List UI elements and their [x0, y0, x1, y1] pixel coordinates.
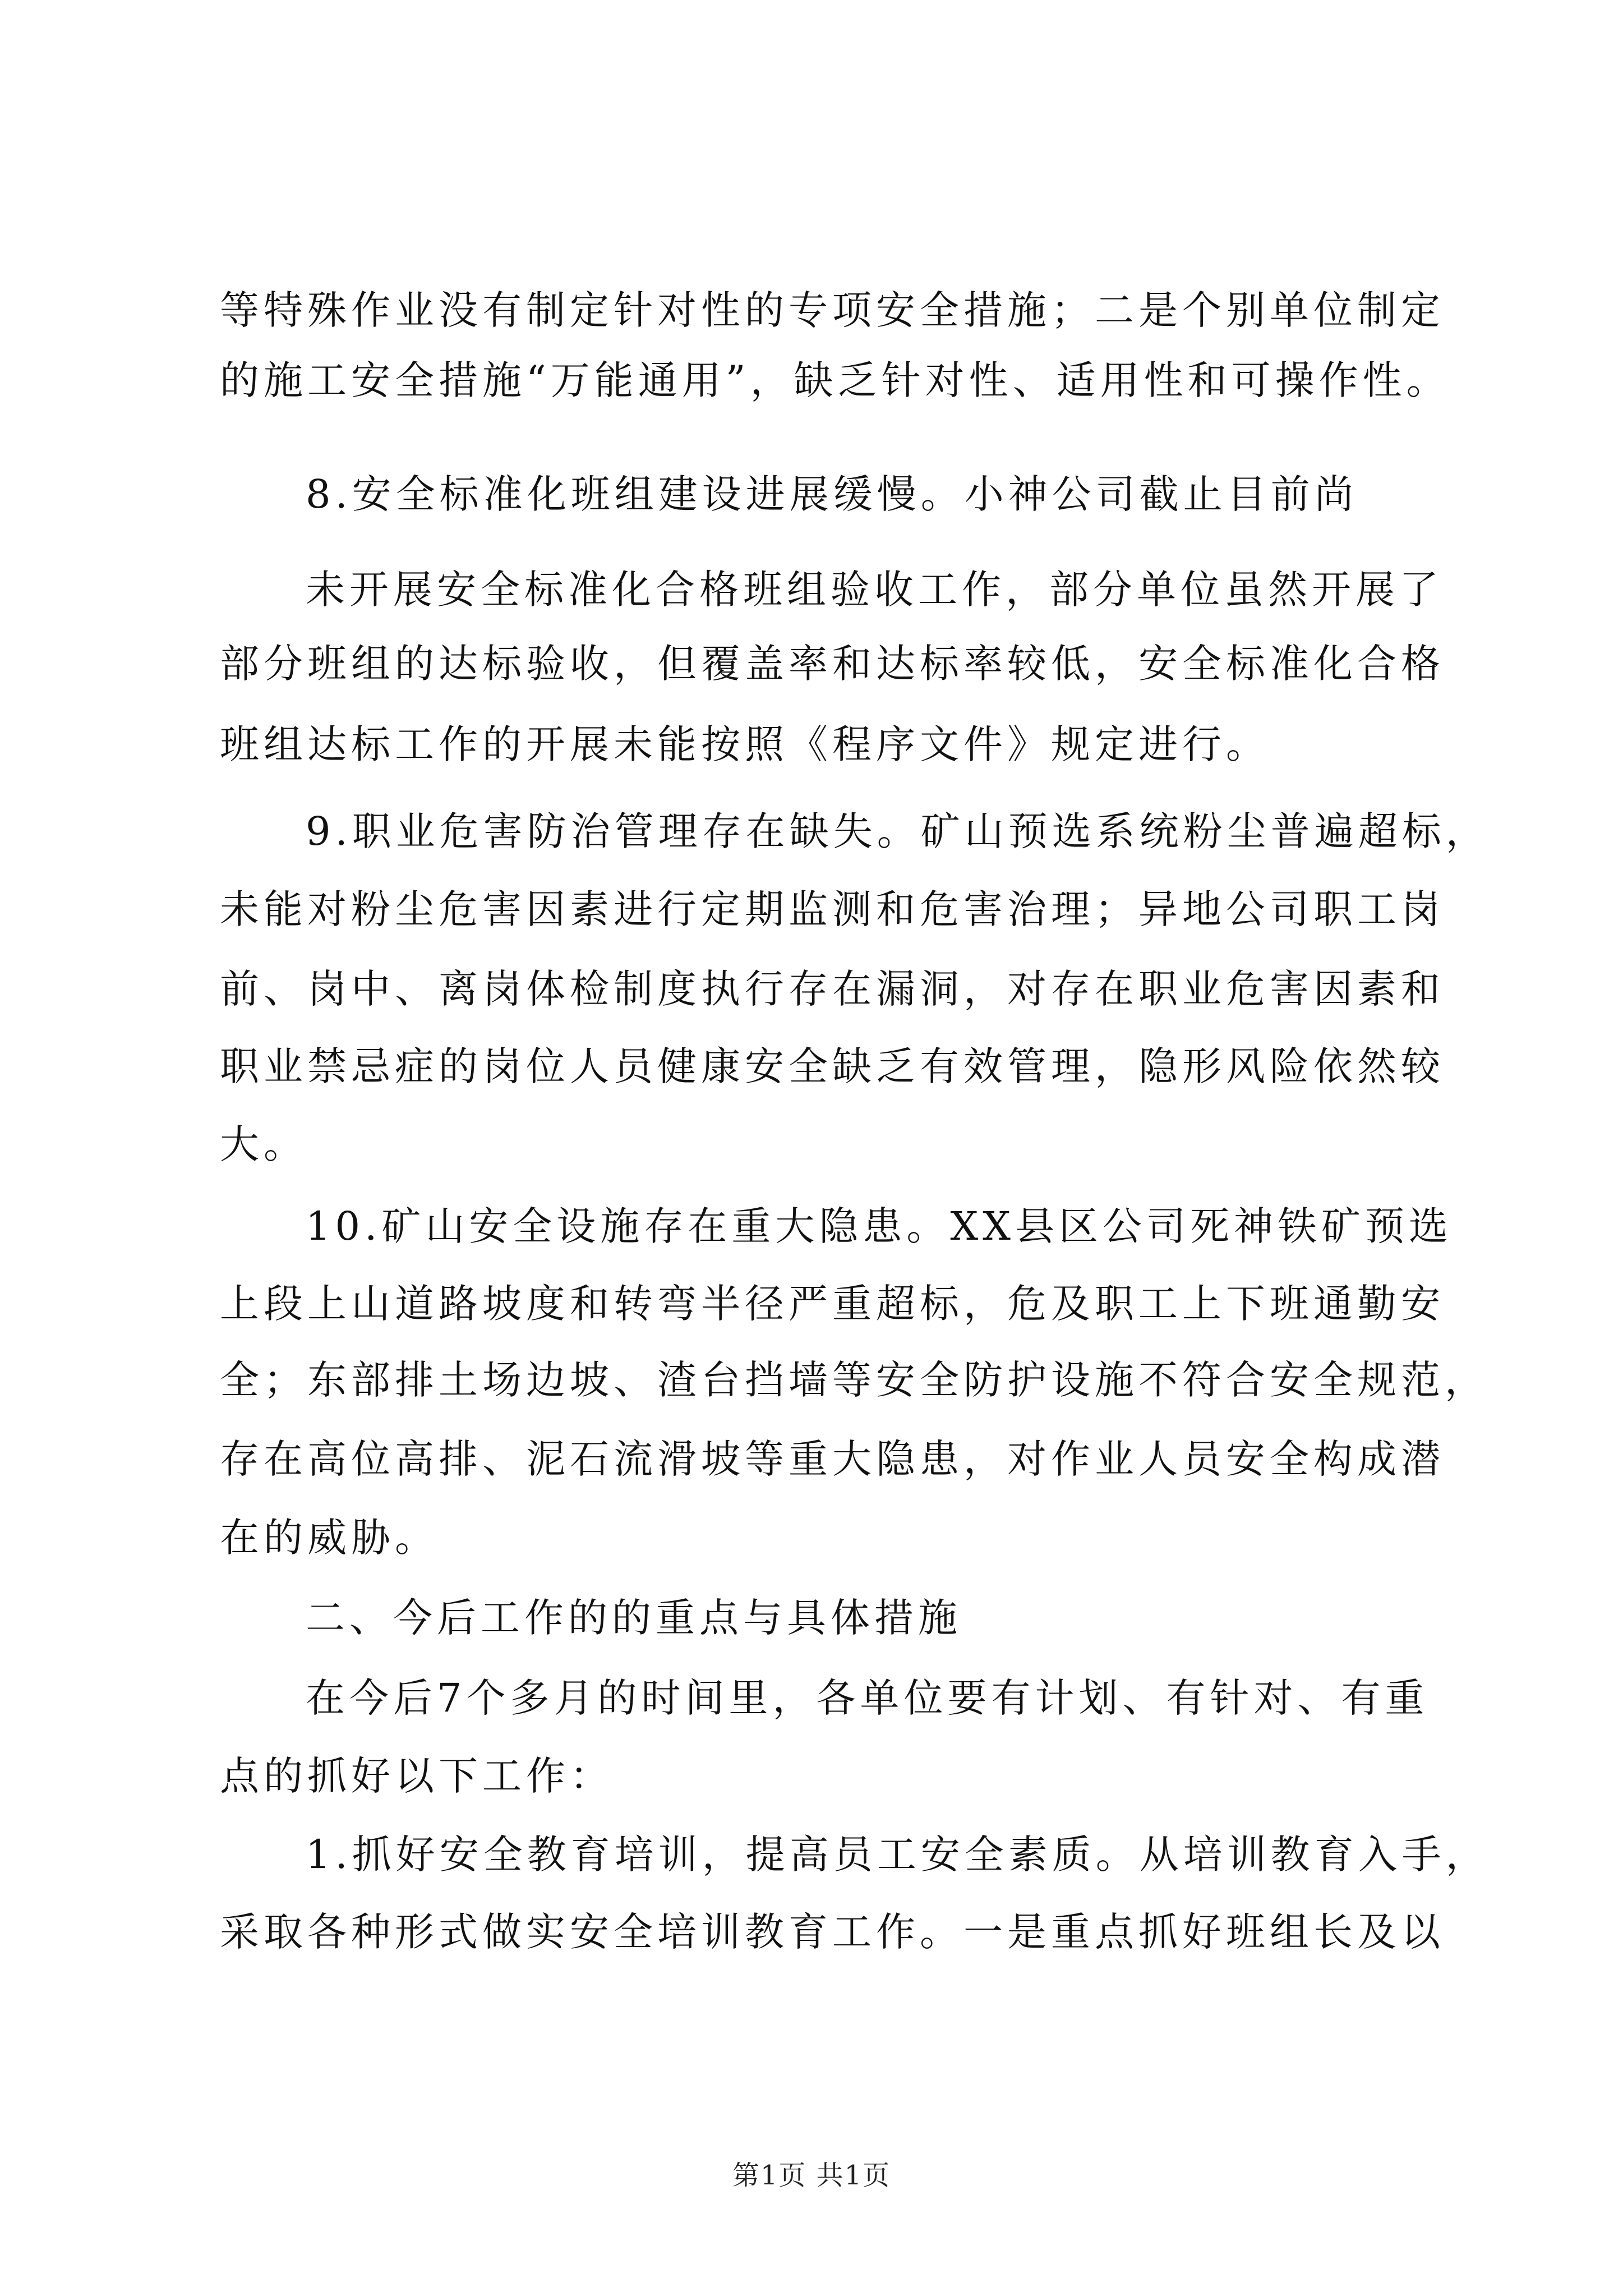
text-line: 前、岗中、离岗体检制度执行存在漏洞，对存在职业危害因素和 [220, 966, 1445, 1012]
text-line: 点的抓好以下工作： [220, 1753, 614, 1799]
text-line: 在今后7个多月的时间里，各单位要有计划、有针对、有重 [306, 1675, 1429, 1721]
text-line: 等特殊作业没有制定针对性的专项安全措施；二是个别单位制定 [220, 287, 1445, 333]
section-heading: 二、今后工作的的重点与具体措施 [306, 1595, 962, 1641]
page-footer: 第1页 共1页 [732, 2160, 891, 2191]
text-line: 大。 [220, 1121, 307, 1167]
text-line: 职业禁忌症的岗位人员健康安全缺乏有效管理，隐形风险依然较 [220, 1043, 1445, 1089]
text-line: 8.安全标准化班组建设进展缓慢。小神公司截止目前尚 [306, 471, 1358, 517]
text-line: 班组达标工作的开展未能按照《程序文件》规定进行。 [220, 721, 1270, 767]
text-line: 全；东部排土场边坡、渣台挡墙等安全防护设施不符合安全规范， [220, 1357, 1488, 1403]
text-line: 的施工安全措施“万能通用”，缺乏针对性、适用性和可操作性。 [220, 357, 1450, 403]
text-line: 采取各种形式做实安全培训教育工作。一是重点抓好班组长及以 [220, 1909, 1445, 1955]
text-line: 10.矿山安全设施存在重大隐患。XX县区公司死神铁矿预选 [306, 1203, 1453, 1249]
text-line: 未能对粉尘危害因素进行定期监测和危害治理；异地公司职工岗 [220, 886, 1445, 932]
text-line: 部分班组的达标验收，但覆盖率和达标率较低，安全标准化合格 [220, 641, 1445, 687]
text-line: 1.抓好安全教育培训，提高员工安全素质。从培训教育入手， [306, 1832, 1490, 1878]
text-line: 未开展安全标准化合格班组验收工作，部分单位虽然开展了 [306, 567, 1443, 613]
text-line: 上段上山道路坡度和转弯半径严重超标，危及职工上下班通勤安 [220, 1281, 1445, 1327]
text-line: 存在高位高排、泥石流滑坡等重大隐患，对作业人员安全构成潜 [220, 1436, 1445, 1482]
text-line: 在的威胁。 [220, 1515, 439, 1561]
text-line: 9.职业危害防治管理存在缺失。矿山预选系统粉尘普遍超标， [306, 808, 1490, 854]
